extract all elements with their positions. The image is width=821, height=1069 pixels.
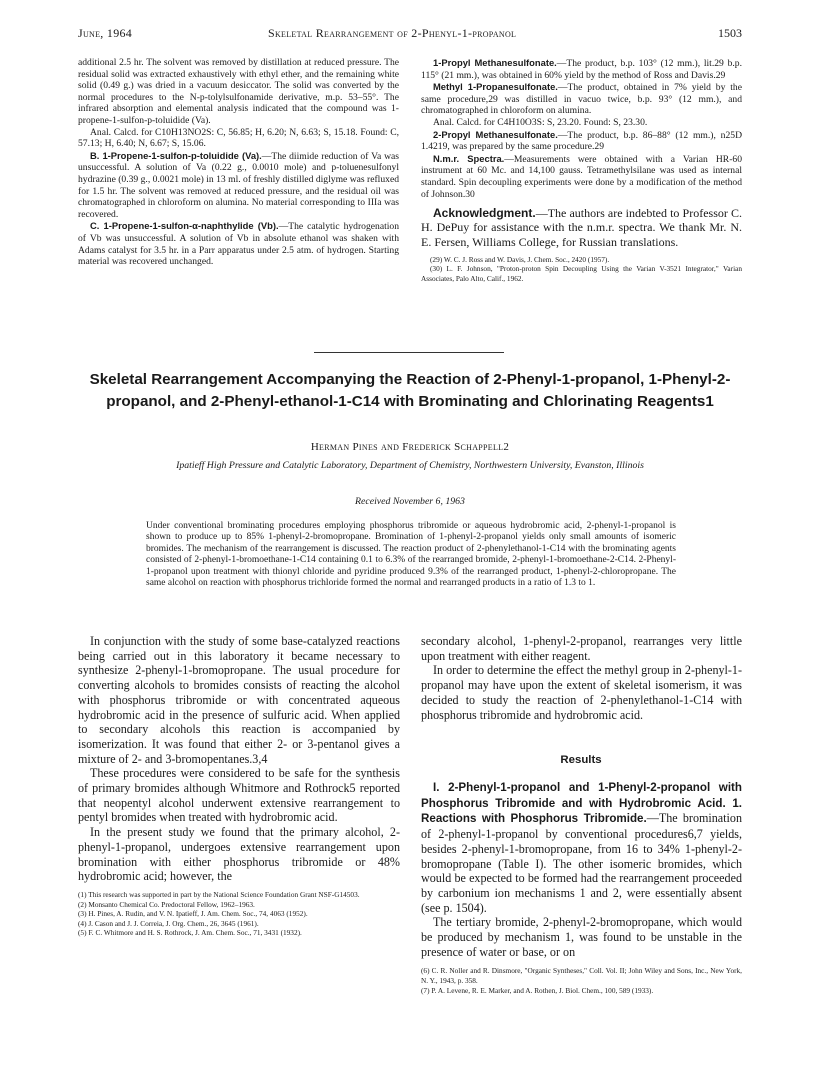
previous-article-left-column	[78, 57, 399, 268]
abstract: Under conventional brominating procedures employing phosphorus tribromide or aqueous hydrobromic acid, 2-phenyl-1-propanol is shown to produce up to 85% 1-phenyl-2-bromopropane. Bromination of 1-phenyl-2-propanol yields only small amounts of isomeric bromides. The mechanism of the rearrangement is discussed. The reaction product of 2-phenylethanol-1-C14 with the brominating agents consisted of 2-phenyl-1-bromoethane-1-C14 containing 0.1 to 6.3% of the rearranged bromide, 2-phenyl-1-bromoethane-2-C14. 2-Phenyl-1-propanol upon treatment with thionyl chloride and pyridine produced 9.3% of the rearranged product, 1-phenyl-2-chloropropane. The same alcohol on reaction with phosphorus trichloride formed the normal and rearranged products in a ratio of 1.3 to 1.	[146, 521, 676, 589]
footnote: (29) W. C. J. Ross and W. Davis, J. Chem. Soc., 2420 (1957).	[430, 254, 610, 264]
results-text	[421, 780, 742, 995]
body-right-column	[421, 634, 742, 722]
received-date: Received November 6, 1963	[355, 496, 465, 507]
paragraph-heading: Methyl 1-Propanesulfonate.	[433, 81, 558, 93]
paragraph: C. 1-Propene-1-sulfon-α-naphthylide (Vb).—The catalytic hydrogenation of Vb was unsuccessful. A solution of Vb in absolute ethanol was shaken with Adams catalyst for 3.5 hr. in a Parr apparatus under 2.5 atm. of hydrogen. Starting material was recovered unchanged.	[78, 220, 400, 268]
paragraph-heading: 2-Propyl Methanesulfonate.	[433, 128, 558, 140]
footnote: (5) F. C. Whitmore and H. S. Rothrock, J. Am. Chem. Soc., 71, 3431 (1932).	[78, 928, 302, 938]
paragraph: Methyl 1-Propanesulfonate.—The product, obtained in 7% yield by the same procedure,29 was distilled in vacuo twice, b.p. 93° (12 mm.), and chromatographed in chloroform on alumina.	[421, 81, 742, 117]
header-date: June, 1964	[78, 26, 133, 40]
paragraph: In conjunction with the study of some base-catalyzed reactions being carried out in this laboratory it became necessary to synthesize 2-phenyl-1-bromopropane. The usual procedure for converting alcohols to bromides consists of reacting the alcohol with phosphorus tribromide or with concentrated aqueous hydrobromic acid in the presence of sulfuric acid. When applied to secondary alcohols this reaction is accompanied by isomerization. It was found that either 2- or 3-pentanol gives a mixture of 2- and 3-bromopentanes.3,4	[78, 634, 400, 766]
section-divider	[314, 352, 504, 353]
paragraph-heading: C. 1-Propene-1-sulfon-α-naphthylide (Vb).	[90, 220, 279, 232]
paragraph-heading: 1-Propyl Methanesulfonate.	[433, 57, 557, 68]
previous-article-right-column	[421, 57, 742, 284]
footnote: (30) L. F. Johnson, "Proton-proton Spin Decoupling Using the Varian V-3521 Integrator," Varian Associates, Palo Alto, Calif., 1962.	[421, 264, 742, 283]
article-affiliation: Ipatieff High Pressure and Catalytic Laboratory, Department of Chemistry, Northwestern University, Evanston, Illinois	[176, 460, 644, 471]
article-authors: Herman Pines and Frederick Schappell2	[310, 441, 510, 453]
header-running-title: Skeletal Rearrangement of 2-Phenyl-1-propanol	[268, 26, 517, 40]
subsection-heading: I. 2-Phenyl-1-propanol and 1-Phenyl-2-propanol with Phosphorus Tribromide and with Hydrobromic Acid. 1. Reactions with Phosphorus Tribromide.	[421, 781, 742, 826]
paragraph: 1-Propyl Methanesulfonate.—The product, b.p. 103° (12 mm.), lit.29 b.p. 115° (21 mm.), was obtained in 60% yield by the method of Ross and Davis.29	[421, 57, 742, 81]
paragraph: 2-Propyl Methanesulfonate.—The product, b.p. 86–88° (12 mm.), n25D 1.4219, was prepared by the same procedure.29	[421, 128, 742, 153]
footnote: (1) This research was supported in part by the National Science Foundation Grant NSF-G14503.	[78, 889, 360, 899]
paragraph: In order to determine the effect the methyl group in 2-phenyl-1-propanol may have upon the extent of skeletal isomerism, it was decided to study the reaction of 2-phenylethanol-1-C14 with phosphorus tribromide and hydrobromic acid.	[421, 663, 742, 722]
paragraph: secondary alcohol, 1-phenyl-2-propanol, rearranges very little upon treatment with either reagent.	[421, 634, 742, 663]
body-left-column	[78, 634, 400, 938]
footnote: (6) C. R. Noller and R. Dinsmore, "Organic Syntheses," Coll. Vol. II; John Wiley and Sons, Inc., New York, N. Y., 1943, p. 358.	[421, 966, 742, 986]
running-header	[78, 26, 742, 42]
paragraph: Anal. Calcd. for C10H13NO2S: C, 56.85; H, 6.20; N, 6.63; S, 15.18. Found: C, 57.13; H, 6.40; N, 6.67; S, 15.06.	[78, 126, 399, 150]
paragraph-heading: N.m.r. Spectra.	[433, 152, 505, 164]
paragraph: Anal. Calcd. for C4H10O3S: S, 23.20. Found: S, 23.30.	[433, 116, 648, 128]
footnotes	[421, 966, 742, 995]
footnote: (4) J. Cason and J. J. Correia, J. Org. Chem., 26, 3645 (1961).	[78, 918, 259, 928]
article-title: Skeletal Rearrangement Accompanying the Reaction of 2-Phenyl-1-propanol, 1-Phenyl-2-propanol, and 2-Phenyl-ethanol-1-C14 with Brominating and Chlorinating Reagents1	[89, 371, 731, 410]
footnotes	[78, 890, 400, 938]
footnotes	[421, 255, 742, 284]
acknowledgment-heading: Acknowledgment.	[433, 206, 536, 221]
footnote: (3) H. Pines, A. Rudin, and V. N. Ipatieff, J. Am. Chem. Soc., 74, 4063 (1952).	[78, 909, 308, 919]
paragraph: B. 1-Propene-1-sulfon-p-toluidide (Va).—The diimide reduction of Va was unsuccessful. A solution of Va (0.22 g., 0.0010 mole) and p-toluenesulfonyl hydrazine (0.39 g., 0.0021 mole) in 13 ml. of freshly distilled diglyme was refluxed for 1.5 hr. The solvent was removed at reduced pressure, and the residual oil was chromatographed in chloroform on alumina. No material corresponding to IIIa was recovered.	[78, 149, 399, 220]
paragraph: N.m.r. Spectra.—Measurements were obtained with a Varian HR-60 instrument at 60 Mc. and 14,100 gauss. Tetramethylsilane was used as internal standard. Spin decoupling experiments were done by a modification of the method of Johnson.30	[421, 152, 742, 200]
acknowledgment: Acknowledgment.—The authors are indebted to Professor C. H. DePuy for assistance with the n.m.r. spectra. We thank Mr. N. E. Fersen, Williams College, for Russian translations.	[421, 206, 742, 249]
paragraph: These procedures were considered to be safe for the synthesis of primary bromides although Whitmore and Rothrock5 reported that neopentyl alcohol underwent extensive rearrangement to pentyl bromides when treated with hydrobromic acid.	[78, 766, 400, 825]
paragraph-heading: B. 1-Propene-1-sulfon-p-toluidide (Va).	[90, 149, 262, 161]
paragraph: The tertiary bromide, 2-phenyl-2-bromopropane, which would be produced by mechanism 1, was found to be unstable in the presence of water or base, or on	[421, 915, 742, 959]
paragraph: In the present study we found that the primary alcohol, 2-phenyl-1-propanol, undergoes extensive rearrangement upon bromination with either phosphorus tribromide or 48% hydrobromic acid; however, the	[78, 825, 400, 884]
paragraph: additional 2.5 hr. The solvent was removed by distillation at reduced pressure. The residual solid was extracted exhaustively with ethyl ether, and the remaining white solid (0.49 g.) was dried in a vacuum desiccator. The solid was converted by the normal procedures to the N-p-tolylsulfonamide derivative, m.p. 53–55°. The infrared absorption and elemental analysis indicated that the compound was 1-propene-1-sulfon-p-toluidide (Va).	[78, 57, 399, 126]
footnote: (7) P. A. Levene, R. E. Marker, and A. Rothen, J. Biol. Chem., 100, 589 (1933).	[421, 985, 654, 995]
header-page-number: 1503	[718, 26, 742, 40]
section-heading-results: Results	[560, 754, 602, 766]
footnote: (2) Monsanto Chemical Co. Predoctoral Fellow, 1962–1963.	[78, 899, 255, 909]
paragraph: I. 2-Phenyl-1-propanol and 1-Phenyl-2-propanol with Phosphorus Tribromide and with Hydrobromic Acid. 1. Reactions with Phosphorus Tribromide.—The bromination of 2-phenyl-1-propanol by conventional procedures6,7 yields, besides 2-phenyl-1-bromopropane, from 16 to 34% 1-phenyl-2-bromopropane (Table I). The other isomeric bromides, which would be expected to be formed had the rearrangement proceeded by carbonium ion mechanisms 1 and 2, were essentially absent (see p. 1504).	[421, 781, 742, 915]
